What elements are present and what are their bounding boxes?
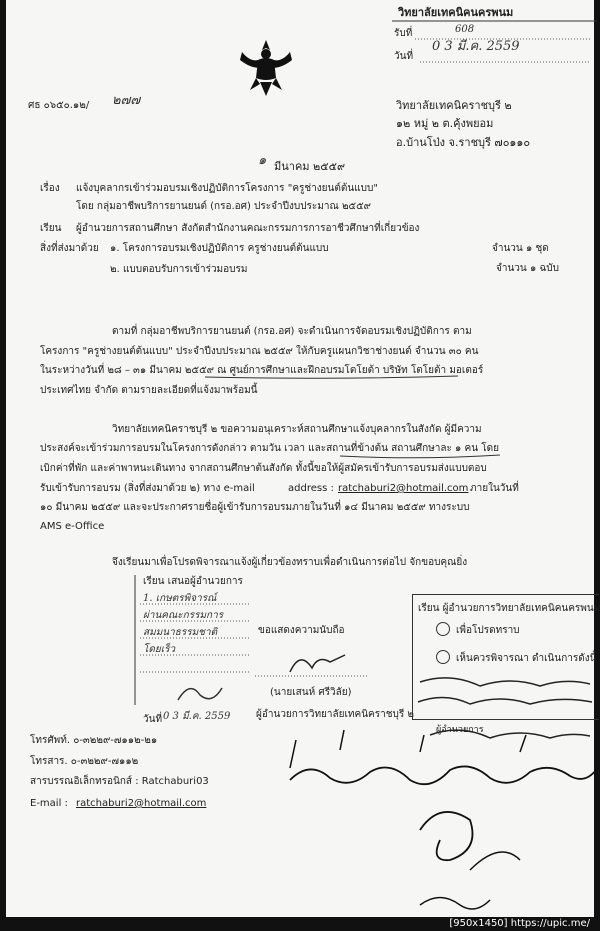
enclosure-item-2: ๒. แบบตอบรับการเข้าร่วมอบรม: [110, 264, 248, 275]
reference-handwritten: ๒๗๗: [112, 93, 141, 108]
memo-right-option-1: เพื่อโปรดทราบ: [456, 625, 520, 636]
memo-right-option-2: เห็นควรพิจารณา ดำเนินการดังนี้: [456, 653, 597, 664]
memo-right-footer: ผู้อำนวยการ: [436, 725, 484, 735]
subject-line-2: โดย กลุ่มอาชีพบริการยานยนต์ (กรอ.อศ) ประจำปีงบประมาณ ๒๕๕๙: [76, 201, 372, 212]
body-p1-line-4: ประเทศไทย จำกัด ตามรายละเอียดที่แจ้งมาพร้อมนี้: [40, 385, 258, 396]
memo-left-line-2: ผ่านคณะกรรมการ: [143, 610, 224, 621]
contact-tel: โทรศัพท์. ๐-๓๒๒๙-๗๑๑๒-๒๑: [30, 735, 158, 746]
reference-number: ศธ ๐๖๕๐.๑๒/: [28, 100, 90, 111]
memo-left-heading: เรียน เสนอผู้อำนวยการ: [143, 576, 243, 587]
body-p2-line-4c: ภายในวันที่: [470, 483, 519, 494]
body-p2-line-4a: รับเข้ารับการอบรม (สิ่งที่ส่งมาด้วย ๒) ทาง e-mail: [40, 483, 255, 494]
date-day-handwritten: ๑: [258, 153, 267, 168]
director-position: ผู้อำนวยการวิทยาลัยเทคนิคราชบุรี ๒: [256, 709, 414, 720]
body-p1-line-1: ตามที่ กลุ่มอาชีพบริการยานยนต์ (กรอ.อศ) จะดำเนินการจัดอบรมเชิงปฏิบัติการ ตาม: [112, 326, 472, 337]
contact-email[interactable]: ratchaburi2@hotmail.com: [76, 798, 207, 809]
closing-regards: ขอแสดงความนับถือ: [258, 625, 345, 636]
received-no: 608: [455, 24, 475, 35]
body-p2-line-4b: address :: [288, 483, 334, 494]
recipient-label: เรียน: [40, 223, 62, 234]
letter-date: มีนาคม ๒๕๕๙: [274, 160, 346, 173]
enclosures-label: สิ่งที่ส่งมาด้วย: [40, 243, 99, 254]
body-p1-line-3: ในระหว่างวันที่ ๒๘ – ๓๑ มีนาคม ๒๕๕๙ ณ ศูนย์การศึกษาและฝึกอบรมโตโยต้า บริษัท โตโยต้า มอเตอร์: [40, 365, 484, 376]
contact-email-link[interactable]: ratchaburi2@hotmail.com: [338, 483, 469, 494]
director-name: (นายเสนห์ ศรีวิลัย): [270, 687, 352, 698]
body-p2-line-1: วิทยาลัยเทคนิคราชบุรี ๒ ขอความอนุเคราะห์สถานศึกษาแจ้งบุคลากรในสังกัด ผู้มีความ: [112, 424, 482, 435]
memo-left-line-3: สมมนาธรรมชาติ: [143, 627, 218, 638]
memo-left-date-label: วันที่: [143, 714, 163, 725]
enclosure-item-1: ๑. โครงการอบรมเชิงปฏิบัติการ ครูช่างยนต์ต้นแบบ: [110, 243, 329, 254]
contact-email-label: E-mail :: [30, 798, 68, 809]
enclosure-item-1-qty: จำนวน ๑ ชุด: [492, 243, 549, 254]
memo-left-line-1: 1. เกษตรพิจารณ์: [143, 593, 217, 604]
memo-left-line-4: โดยเร็ว: [143, 644, 176, 655]
received-date-label: วันที่: [394, 51, 414, 62]
body-p2-line-5: ๑๐ มีนาคม ๒๕๕๙ และจะประกาศรายชื่อผู้เข้ารับการอบรมภายในวันที่ ๑๔ มีนาคม ๒๕๕๙ ทางระบบ: [40, 502, 470, 513]
memo-left-date: 0 3 มี.ค. 2559: [163, 711, 231, 722]
sender-name: วิทยาลัยเทคนิคราชบุรี ๒: [396, 99, 512, 112]
subject-label: เรื่อง: [40, 183, 60, 194]
received-date: 0 3 มี.ค. 2559: [432, 39, 520, 54]
subject-line-1: แจ้งบุคลากรเข้าร่วมอบรมเชิงปฏิบัติการโครงการ "ครูช่างยนต์ต้นแบบ": [76, 183, 378, 194]
received-no-label: รับที่: [394, 28, 413, 39]
body-p2-line-6: AMS e-Office: [40, 521, 105, 532]
sender-address-2: อ.บ้านโป่ง จ.ราชบุรี ๗๐๑๑๐: [396, 136, 531, 149]
memo-right-heading: เรียน ผู้อำนวยการวิทยาลัยเทคนิคนครพนม: [418, 603, 600, 614]
contact-saraban: สารบรรณอิเล็กทรอนิกส์ : Ratchaburi03: [30, 776, 209, 787]
upload-watermark: [950x1450] https://upic.me/: [445, 917, 594, 931]
body-p3: จึงเรียนมาเพื่อโปรดพิจารณาแจ้งผู้เกี่ยวข้องทราบเพื่อดำเนินการต่อไป จักขอบคุณยิ่ง: [112, 557, 468, 568]
receipt-institution: วิทยาลัยเทคนิคนครพนม: [398, 6, 514, 19]
contact-fax: โทรสาร. ๐-๓๒๒๙-๗๑๑๒: [30, 756, 139, 767]
body-p2-line-2: ประสงค์จะเข้าร่วมการอบรมในโครงการดังกล่าว ตามวัน เวลา และสถานที่ข้างต้น สถานศึกษาละ ๑ คน โดย: [40, 443, 499, 454]
enclosure-item-2-qty: จำนวน ๑ ฉบับ: [496, 263, 559, 274]
recipient-text: ผู้อำนวยการสถานศึกษา สังกัดสำนักงานคณะกรรมการการอาชีวศึกษาที่เกี่ยวข้อง: [76, 223, 420, 234]
body-p2-line-3: เบิกค่าที่พัก และค่าพาหนะเดินทาง จากสถานศึกษาต้นสังกัด ทั้งนี้ขอให้ผู้สมัครเข้ารับการอบรมส่งแบบตอบ: [40, 463, 487, 474]
sender-address-1: ๑๒ หมู่ ๒ ต.คุ้งพยอม: [396, 117, 494, 130]
body-p1-line-2: โครงการ "ครูช่างยนต์ต้นแบบ" ประจำปีงบประมาณ ๒๕๕๙ ให้กับครูแผนกวิชาช่างยนต์ จำนวน ๓๐ คน: [40, 346, 479, 357]
